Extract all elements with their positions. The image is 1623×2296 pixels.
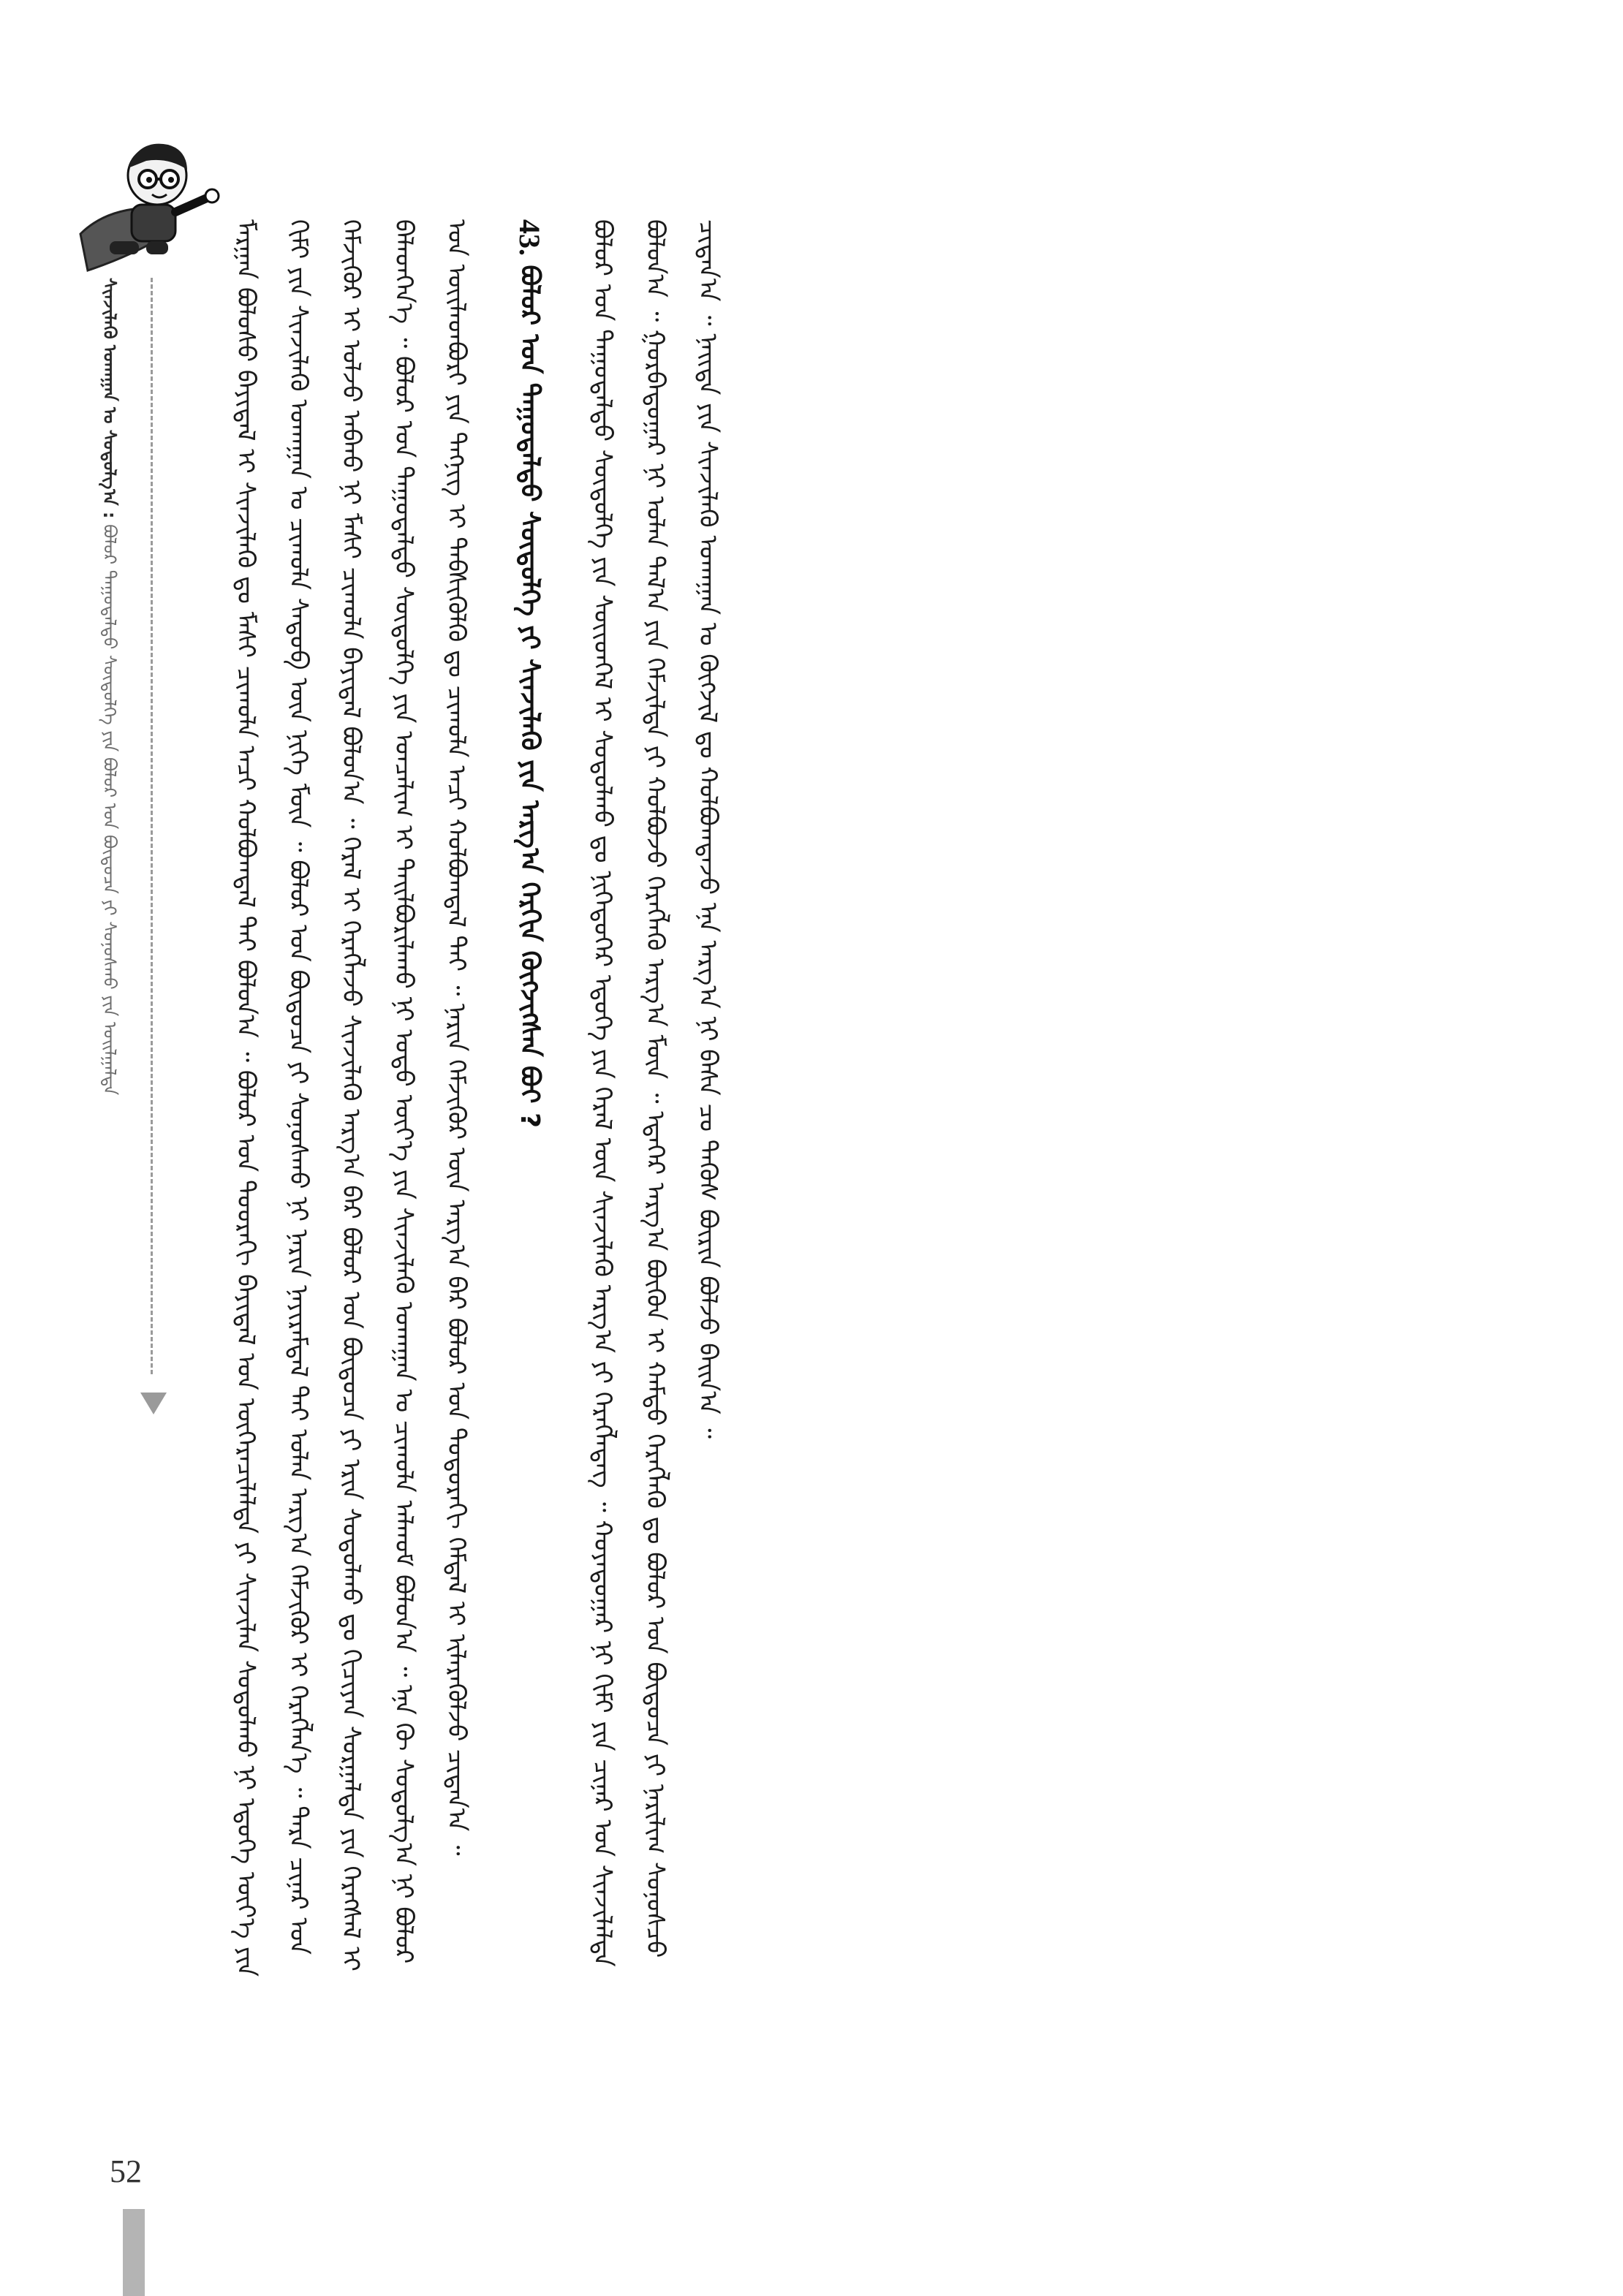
page-edge-tab xyxy=(123,2209,145,2296)
heading-number: 43. xyxy=(513,219,546,256)
paragraph-2: ᠪᠣᠯᠣᠷ ᠤᠨ ᠳᠠᠭᠤᠳᠠᠯᠲᠤ ᠰᠦᠳᠦᠯᠭᠡ ᠶᠢᠨ ᠰᠦᠢᠳᠬᠡᠯ ᠢ ᠰᠤᠳᠤᠯᠬᠤ ᠳᠤ ᠨᠢᠭᠡᠳᠦᠭᠡᠷ ᠡᠳᠦᠭᠡ ᠶᠢᠨ ᠭᠡᠷᠡᠯ ᠦᠨ ᠰᠢᠨᠵᠢᠯᠡᠬᠦ ᠠᠷᠭ᠎ᠠ ᠶᠢ ᠬᠡᠷᠡᠭᠯᠡᠳᠡᠭ ᠃ ᠬᠣᠶᠠᠳᠤᠭᠠᠷ ᠨᠢ ᠬᠢᠮᠢ ᠶᠢᠨ ᠴᠢᠨᠠᠷ ᠤᠨ ᠰᠢᠨᠵᠢᠯᠡᠯᠲᠡ ᠪᠣᠯᠤᠨ᠎ᠠ ᠃ ᠭᠤᠷᠪᠠᠳᠤᠭᠠᠷ ᠨᠢ ᠣᠯᠠᠨ ᠲᠠᠯ᠎ᠠ ᠶᠢᠨ ᠬᠡᠮᠵᠢᠯᠲᠡ ᠶᠢ ᠬᠣᠯᠪᠣᠵᠤ ᠬᠡᠷᠡᠭᠯᠡᠬᠦ ᠠᠷᠭ᠎ᠠ ᠮᠥᠨ ᠃ ᠡᠳᠡᠭᠡᠷ ᠠᠷᠭ᠎ᠠ ᠪᠦᠬᠦᠨ ᠢ ᠬᠠᠮᠲᠤ ᠬᠡᠷᠡᠭᠯᠡᠬᠦ ᠳᠤ ᠪᠣᠯᠣᠷ ᠤᠨ ᠪᠦᠲᠦᠴᠡ ᠶᠢ ᠨᠠᠷᠢᠯᠢᠭ ᠰᠣᠨᠣᠰᠴᠤ ᠴᠢᠳᠠᠨ᠎ᠠ ᠃ ᠨᠡᠢᠲᠡ ᠶᠢᠨ ᠰᠢᠨᠵᠢᠯᠡᠬᠦ ᠤᠬᠠᠭᠠᠨ ᠤ ᠬᠥᠭᠵᠢᠯ ᠳᠤ ᠬᠣᠯᠪᠣᠭᠳᠠᠵᠤ ᠡᠨᠡ ᠠᠷᠭ᠎ᠠ ᠨᠢ ᠪᠠᠰᠠ ᠴᠤ ᠲᠡᠭᠦᠰ ᠪᠦᠷᠢᠨ ᠪᠣᠯᠵᠤ ᠪᠠᠢᠨ᠎ᠠ ᠃ xyxy=(588,219,722,1967)
page-number: 52 xyxy=(110,2153,142,2189)
triangle-arrow-icon xyxy=(140,1393,167,1414)
heading-text: ᠪᠣᠯᠣᠷ ᠤᠨ ᠳᠠᠭᠤᠳᠠᠯᠲᠤ ᠰᠦᠳᠦᠯᠭᠡ ᠶᠢ ᠰᠢᠨᠵᠢᠯᠡᠬᠦ ᠶᠢᠨ ᠠᠷᠭ᠎ᠠ ᠬᠡᠷᠬᠢᠨ ᠬᠥᠭᠵᠢᠭᠰᠡᠨ ᠪᠤᠢ ? xyxy=(515,265,545,1129)
running-head-title: ᠪᠣᠯᠣᠷ ᠳᠠᠭᠤᠳᠠᠯᠲᠤ ᠰᠦᠳᠦᠯᠭᠡ ᠶᠢᠨ ᠪᠣᠯᠣᠷ ᠤᠨ ᠪᠦᠲᠦᠴᠡ ᠶᠢ ᠰᠣᠨᠣᠰᠬᠤ ᠶᠢᠨ ᠣᠢᠯᠭᠠᠯᠲᠠ xyxy=(99,524,120,1096)
paragraph-1: ᠮᠠᠷᠭᠠᠨ ᠪᠣᠯᠣᠰᠤ ᠪᠠᠶᠢᠳᠠᠯ ᠢ ᠰᠢᠨᠵᠢᠯᠡᠬᠦ ᠳᠤ ᠮᠠᠰᠢ ᠴᠢᠬᠤᠯᠠ ᠠᠴᠢ ᠬᠣᠯᠪᠤᠭᠳᠠᠯ ᠲᠠᠢ ᠪᠣᠯᠤᠨ᠎ᠠ ᠃ ᠪᠣᠯᠣᠷ ᠤᠨ ᠳᠣᠣᠷᠠᠬᠢ ᠪᠠᠶᠢᠳᠠᠯ ᠤᠨ ᠥᠭᠡᠷᠡᠴᠢᠯᠡᠯᠲᠡ ᠶᠢ ᠰᠢᠨᠵᠢᠯᠡᠨ ᠰᠤᠳᠤᠯᠬᠤ ᠨᠢ ᠡᠳᠦᠭᠡ ᠦᠶ᠎ᠡ ᠶᠢᠨ ᠬᠢᠮᠢ ᠶᠢᠨ ᠰᠢᠨᠵᠢᠯᠡᠬᠦ ᠤᠬᠠᠭᠠᠨ ᠤ ᠴᠢᠬᠤᠯᠠ ᠰᠡᠳᠦᠪ ᠦᠨ ᠨᠢᠭᠡ ᠮᠥᠨ ᠃ ᠪᠣᠯᠣᠷ ᠤᠨ ᠪᠦᠲᠦᠴᠡ ᠶᠢ ᠰᠣᠨᠣᠰᠬᠤ ᠨᠢ ᠨᠠᠷᠢᠨ ᠨᠠᠶᠢᠷᠠᠮᠳᠠᠯ ᠲᠠᠢ ᠣᠯᠠᠨ ᠠᠷᠭ᠎ᠠ ᠬᠡᠮᠵᠢᠭᠦᠷ ᠢ ᠬᠡᠷᠡᠭᠯᠡᠨ᠎ᠡ ᠃ ᠲᠡᠷᠡ ᠴᠢᠨᠠᠷ ᠤᠨ ᠬᠡᠮᠵᠢᠭᠦᠷ ᠢ ᠣᠯᠵᠤ ᠠᠪᠬᠤ ᠨᠢ ᠮᠠᠰᠢ ᠴᠢᠬᠤᠯᠠ ᠪᠠᠶᠢᠳᠠᠯ ᠪᠣᠯᠤᠨ᠎ᠠ ᠃ ᠭᠡᠷᠡᠯ ᠢ ᠬᠡᠷᠡᠭᠯᠡᠵᠦ ᠰᠢᠨᠵᠢᠯᠡᠬᠦ ᠠᠷᠭ᠎ᠠ ᠪᠠᠷ ᠪᠣᠯᠣᠷ ᠤᠨ ᠪᠦᠲᠦᠴᠡ ᠶᠢ ᠡᠷᠢᠨ ᠰᠤᠳᠤᠯᠬᠤ ᠳᠤ ᠬᠢᠴᠢᠶᠡᠨ ᠰᠤᠷᠭᠠᠯᠲᠠ ᠶᠢᠨ ᠬᠡᠷᠡᠭᠰᠡᠯ ᠢ ᠪᠡᠯᠡᠳᠬᠡᠨ᠎ᠡ ᠃ ᠪᠣᠯᠣᠷ ᠤᠨ ᠳᠠᠭᠤᠳᠠᠯᠲᠤ ᠰᠦᠳᠦᠯᠭᠡ ᠶᠢᠨ ᠣᠨᠴᠠᠯᠢᠭ ᠢ ᠲᠠᠢᠯᠪᠤᠷᠢᠯᠠᠬᠤ ᠨᠢ ᠣᠳᠣ ᠦᠶ᠎ᠡ ᠶᠢᠨ ᠰᠢᠨᠵᠢᠯᠡᠬᠦ ᠤᠬᠠᠭᠠᠨ ᠤ ᠴᠢᠬᠤᠯᠠ ᠠᠯᠬᠤᠮ ᠪᠣᠯᠤᠨ᠎ᠠ ᠃ ᠡᠨᠡ ᠬᠦ ᠰᠤᠳᠤᠯᠭ᠎ᠠ ᠨᠢ ᠪᠣᠯᠣᠷ ᠤᠨ ᠦᠢᠯᠡᠳᠪᠦᠷᠢ ᠶᠢᠨ ᠲᠡᠬᠨᠢᠭ ᠢ ᠳᠡᠪᠰᠢᠭᠦᠯᠬᠦ ᠳᠤ ᠴᠢᠬᠤᠯᠠ ᠠᠴᠢ ᠬᠣᠯᠪᠣᠭᠳᠠᠯ ᠲᠠᠢ ᠃ ᠨᠠᠷᠢᠨ ᠬᠡᠮᠵᠢᠭᠦᠷ ᠦᠨ ᠠᠷᠭ᠎ᠠ ᠪᠠᠷ ᠪᠣᠯᠣᠷ ᠤᠨ ᠳᠣᠲᠣᠷᠠᠬᠢ ᠭᠡᠮᠲᠡᠯ ᠢ ᠢᠯᠡᠷᠡᠭᠦᠯᠵᠦ ᠴᠢᠳᠠᠨ᠎ᠠ ᠃ xyxy=(231,219,471,1977)
running-head xyxy=(88,278,132,1418)
section-heading xyxy=(500,219,559,2003)
running-head-label: ᠰᠢᠨᠵᠢᠯᠡᠬᠦ ᠤᠬᠠᠭᠠᠨ ᠤ ᠰᠤᠳᠤᠯᠭ᠎ᠠ : xyxy=(99,278,120,519)
flying-boy-mascot-icon xyxy=(58,124,234,285)
running-head-divider xyxy=(151,278,153,1374)
body-text xyxy=(219,219,1506,2003)
